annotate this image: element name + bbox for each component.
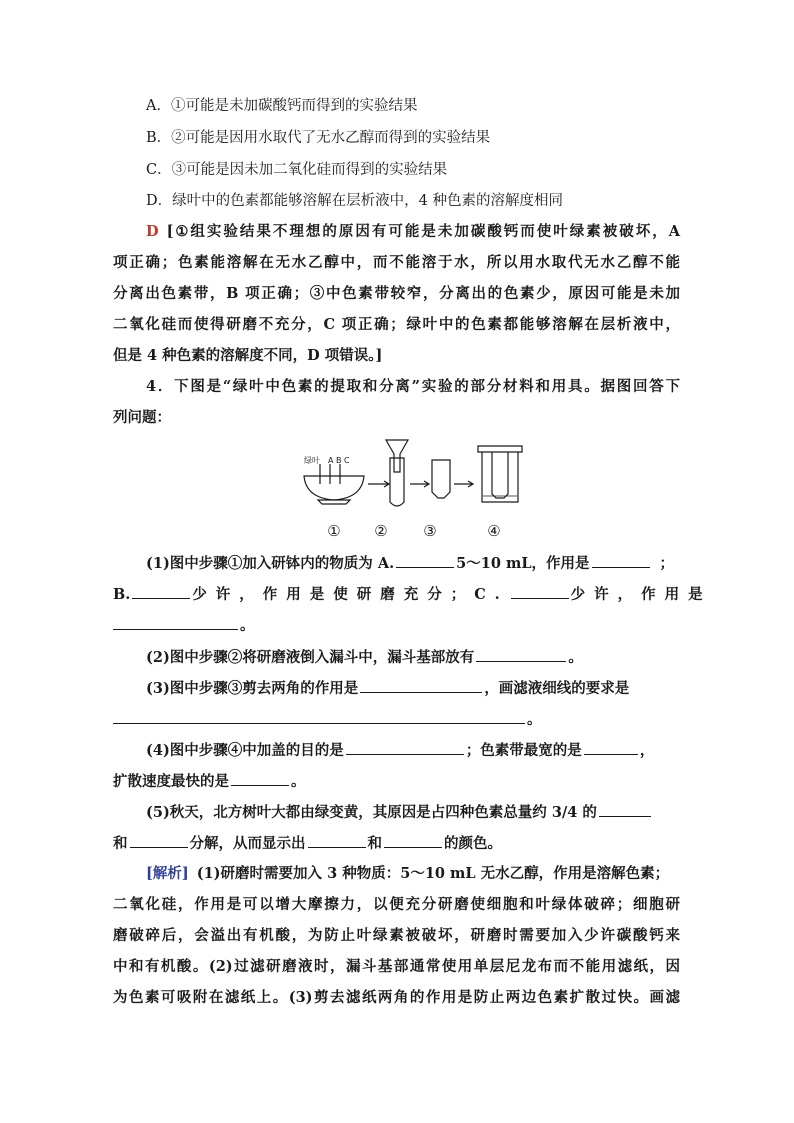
sub2-line bbox=[146, 647, 713, 668]
option-a: A．①可能是未加碳酸钙而得到的实验结果 bbox=[146, 98, 418, 114]
sub4-text-c: ， bbox=[639, 742, 655, 759]
beaker-strip bbox=[492, 452, 508, 498]
question4-line-2: 列问题： bbox=[113, 409, 171, 426]
explanation-tag: [解析] bbox=[146, 865, 189, 882]
filter-strip bbox=[432, 460, 450, 498]
blank-5a bbox=[599, 802, 651, 817]
sub5-text-b: 和 bbox=[113, 835, 128, 852]
sub1-text-g: 。 bbox=[240, 617, 255, 634]
explanation-text-1: (1)研磨时需要加入 3 种物质：5～10 mL 无水乙醇，作用是溶解色素； bbox=[196, 865, 670, 882]
sub4-line-2 bbox=[113, 771, 680, 792]
sub5-text-e: 的颜色。 bbox=[444, 835, 502, 852]
answer-text-1: [①组实验结果不理想的原因有可能是未加碳酸钙而使叶绿素被破坏，A bbox=[166, 223, 680, 240]
answer-line-5: 但是 4 种色素的溶解度不同，D 项错误。] bbox=[113, 347, 383, 364]
sub1-text-e: 少许，作用是使研磨充分；C. bbox=[192, 586, 509, 603]
blank-5b bbox=[130, 833, 188, 848]
blank-4c bbox=[231, 771, 289, 786]
sub3-text-a: (3)图中步骤③剪去两角的作用是 bbox=[146, 680, 359, 697]
step-label-3: ③ bbox=[423, 522, 437, 540]
sub2-text-a: (2)图中步骤②将研磨液倒入漏斗中，漏斗基部放有 bbox=[146, 649, 475, 666]
sub1-text-f: 少许，作用是 bbox=[570, 586, 712, 603]
sub1-text-a: (1)图中步骤①加入研钵内的物质为 A. bbox=[146, 555, 395, 572]
sub4-text-b: ；色素带最宽的是 bbox=[465, 742, 582, 759]
sub4-text-d: 扩散速度最快的是 bbox=[113, 773, 229, 790]
leaf-label: 绿叶 bbox=[304, 456, 320, 465]
blank-4a bbox=[346, 740, 464, 755]
sub3-text-c: 。 bbox=[527, 711, 542, 728]
funnel bbox=[386, 440, 408, 472]
option-d: D．绿叶中的色素都能够溶解在层析液中，4 种色素的溶解度相同 bbox=[146, 193, 563, 209]
step-label-2: ② bbox=[374, 522, 388, 540]
step-label-4: ④ bbox=[487, 522, 501, 540]
answer-line-1 bbox=[146, 222, 680, 242]
blank-5c bbox=[308, 833, 366, 848]
sub3-text-b: ，画滤液细线的要求是 bbox=[484, 680, 630, 697]
option-c: C．③可能是因未加二氧化硅而得到的实验结果 bbox=[146, 162, 448, 178]
sub5-line-1 bbox=[146, 802, 713, 823]
explanation-line-1 bbox=[146, 864, 713, 884]
step-label-1: ① bbox=[327, 522, 341, 540]
explanation-line-5: 为色素可吸附在滤纸上。(3)剪去滤纸两角的作用是防止两边色素扩散过快。画滤 bbox=[113, 989, 680, 1006]
blank-1a bbox=[396, 553, 454, 568]
blank-1c bbox=[132, 584, 190, 599]
sub4-text-a: (4)图中步骤④中加盖的目的是 bbox=[146, 742, 344, 759]
answer-letter: D bbox=[146, 223, 159, 240]
option-b: B．②可能是因用水取代了无水乙醇而得到的实验结果 bbox=[146, 130, 491, 146]
answer-line-2: 项正确；色素能溶解在无水乙醇中，而不能溶于水，所以用水取代无水乙醇不能 bbox=[113, 254, 680, 271]
sub4-line-1 bbox=[146, 740, 713, 761]
blank-5d bbox=[384, 833, 442, 848]
sub1-line-1 bbox=[146, 553, 713, 574]
blank-3a bbox=[360, 678, 482, 693]
sub5-text-d: 和 bbox=[367, 835, 382, 852]
sub5-text-a: (5)秋天，北方树叶大都由绿变黄，其原因是占四种色素总量约 3/4 的 bbox=[146, 804, 597, 821]
explanation-line-4: 中和有机酸。(2)过滤研磨液时，漏斗基部通常使用单层尼龙布而不能用滤纸，因 bbox=[113, 958, 680, 975]
sub1-text-c: ； bbox=[659, 555, 675, 572]
answer-line-3: 分离出色素带，B 项正确；③中色素带较窄，分离出的色素少，原因可能是未加 bbox=[113, 285, 680, 302]
blank-1d bbox=[511, 584, 569, 599]
sub3-line-1 bbox=[146, 678, 713, 699]
sub5-text-c: 分解，从而显示出 bbox=[189, 835, 306, 852]
blank-4b bbox=[584, 740, 638, 755]
mortar-bowl bbox=[304, 476, 364, 500]
beaker-lid bbox=[478, 446, 522, 452]
sub2-text-b: 。 bbox=[568, 649, 583, 666]
answer-line-4: 二氧化硅而使得研磨不充分，C 项正确；绿叶中的色素都能够溶解在层析液中， bbox=[113, 316, 680, 333]
explanation-line-3: 磨破碎后，会溢出有机酸，为防止叶绿素被破坏，研磨时需要加入少许碳酸钙来 bbox=[113, 927, 680, 944]
blank-2a bbox=[476, 647, 566, 662]
blank-3b bbox=[113, 709, 525, 724]
blank-1e bbox=[113, 615, 238, 630]
sub1-text-d: B. bbox=[113, 586, 131, 603]
question4-line-1: 4．下图是“绿叶中色素的提取和分离”实验的部分材料和用具。据图回答下 bbox=[146, 378, 680, 395]
sub5-line-2 bbox=[113, 833, 680, 854]
sub1-text-b: 5～10 mL，作用是 bbox=[456, 555, 590, 572]
abc-label: A B C bbox=[328, 456, 350, 465]
sub3-line-2 bbox=[113, 709, 680, 730]
sub1-line-3 bbox=[113, 615, 680, 636]
sub4-text-e: 。 bbox=[291, 773, 306, 790]
sub1-line-2 bbox=[113, 584, 712, 605]
beaker bbox=[482, 452, 518, 502]
test-tube bbox=[390, 458, 404, 506]
blank-1b bbox=[592, 553, 650, 568]
explanation-line-2: 二氧化硅，作用是可以增大摩擦力，以便充分研磨使细胞和叶绿体破碎；细胞研 bbox=[113, 896, 680, 913]
